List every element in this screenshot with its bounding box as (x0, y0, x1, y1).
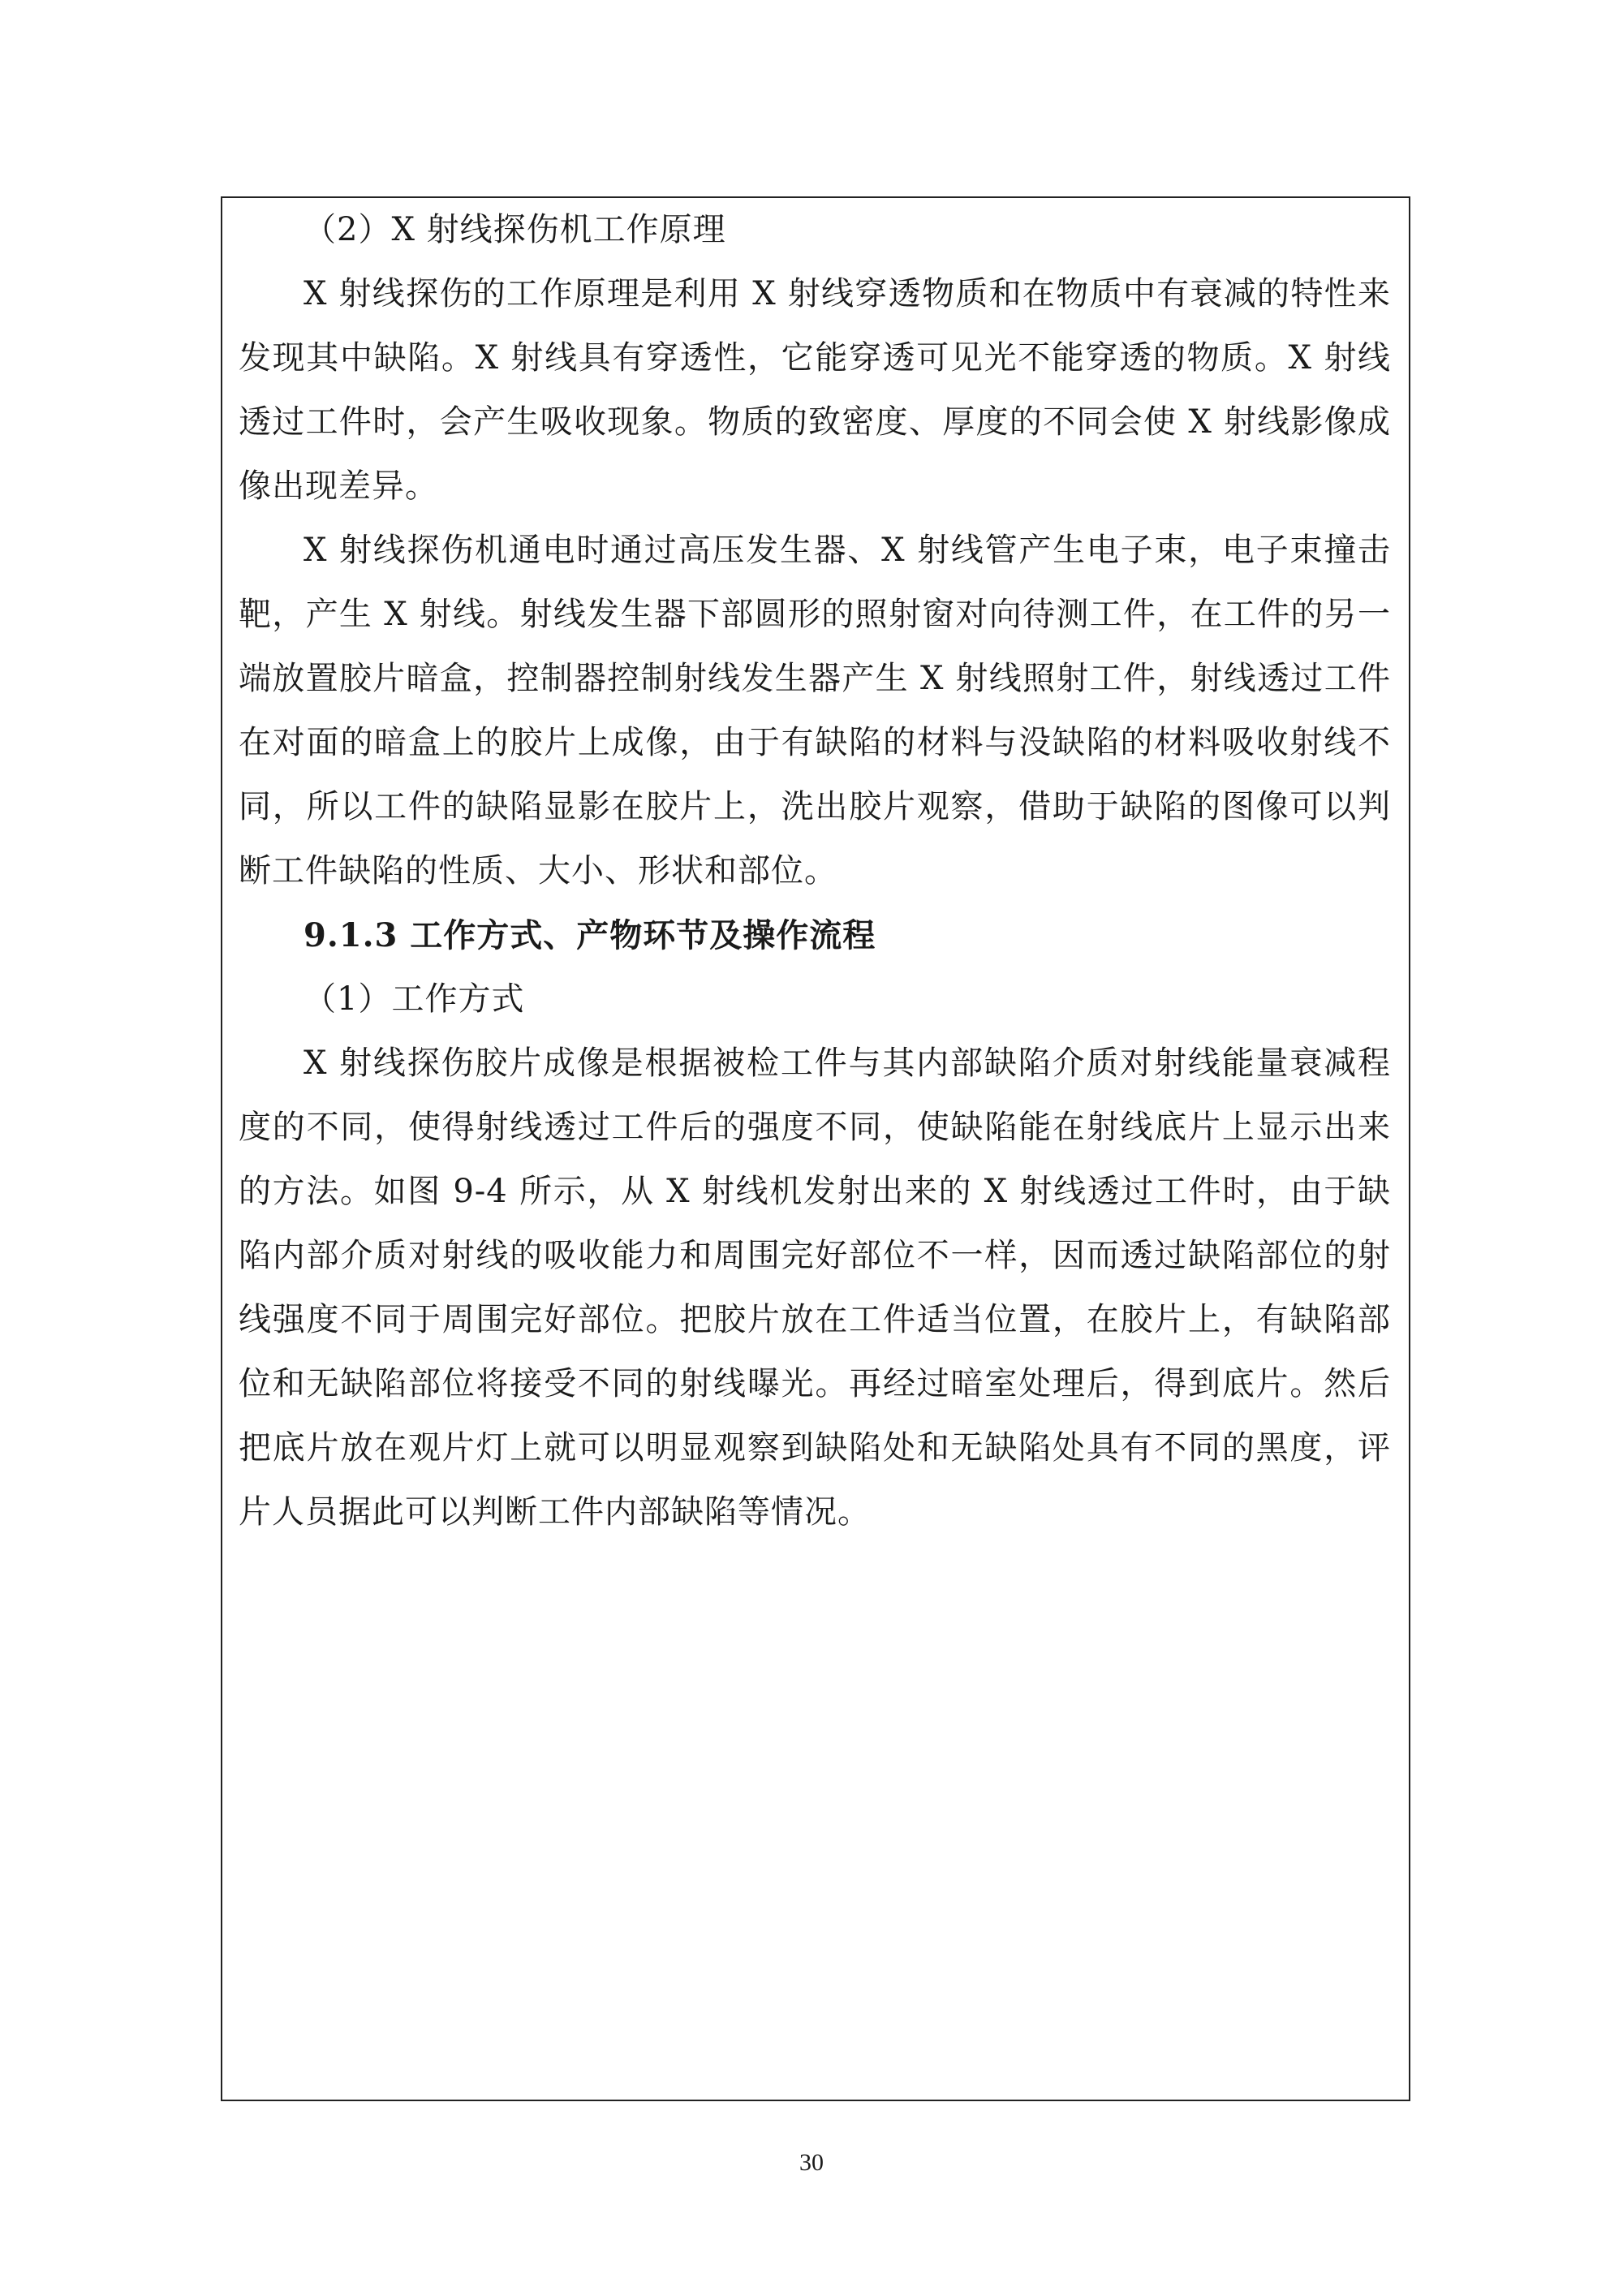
content-frame (221, 196, 1410, 2101)
page-number: 30 (799, 2149, 824, 2176)
subsection-title-working-mode: （1）工作方式 (304, 980, 525, 1018)
subsection-title-principle: （2）X 射线探伤机工作原理 (304, 211, 726, 248)
paragraph-working-mode: X 射线探伤胶片成像是根据被检工件与其内部缺陷介质对射线能量衰减程度的不同，使得射线透过工件后的强度不同，使缺陷能在射线底片上显示出来的方法。如图 9-4 所示，从 X 射线机发射出来的 X 射线透过工件时，由于缺陷内部介质对射线的吸收能力和周围完好部位不一样，因而透过缺陷部位的射线强度不同于周围完好部位。把胶片放在工件适当位置，在胶片上，有缺陷部位和无缺陷部位将接受不同的射线曝光。再经过暗室处理后，得到底片。然后把底片放在观片灯上就可以明显观察到缺陷处和无缺陷处具有不同的黑度，评片人员据此可以判断工件内部缺陷等情况。 (239, 1045, 1391, 1531)
paragraph-principle: X 射线探伤的工作原理是利用 X 射线穿透物质和在物质中有衰减的特性来发现其中缺陷。X 射线具有穿透性，它能穿透可见光不能穿透的物质。X 射线透过工件时，会产生吸收现象。物质的致密度、厚度的不同会使 X 射线影像成像出现差异。 (239, 275, 1391, 505)
document-body (239, 198, 1391, 1544)
paragraph-mechanism: X 射线探伤机通电时通过高压发生器、X 射线管产生电子束，电子束撞击靶，产生 X 射线。射线发生器下部圆形的照射窗对向待测工件，在工件的另一端放置胶片暗盒，控制器控制射线发生器产生 X 射线照射工件，射线透过工件在对面的暗盒上的胶片上成像，由于有缺陷的材料与没缺陷的材料吸收射线不同，所以工件的缺陷显影在胶片上，洗出胶片观察，借助于缺陷的图像可以判断工件缺陷的性质、大小、形状和部位。 (239, 532, 1391, 890)
section-heading: 9.1.3 工作方式、产物环节及操作流程 (304, 916, 876, 954)
